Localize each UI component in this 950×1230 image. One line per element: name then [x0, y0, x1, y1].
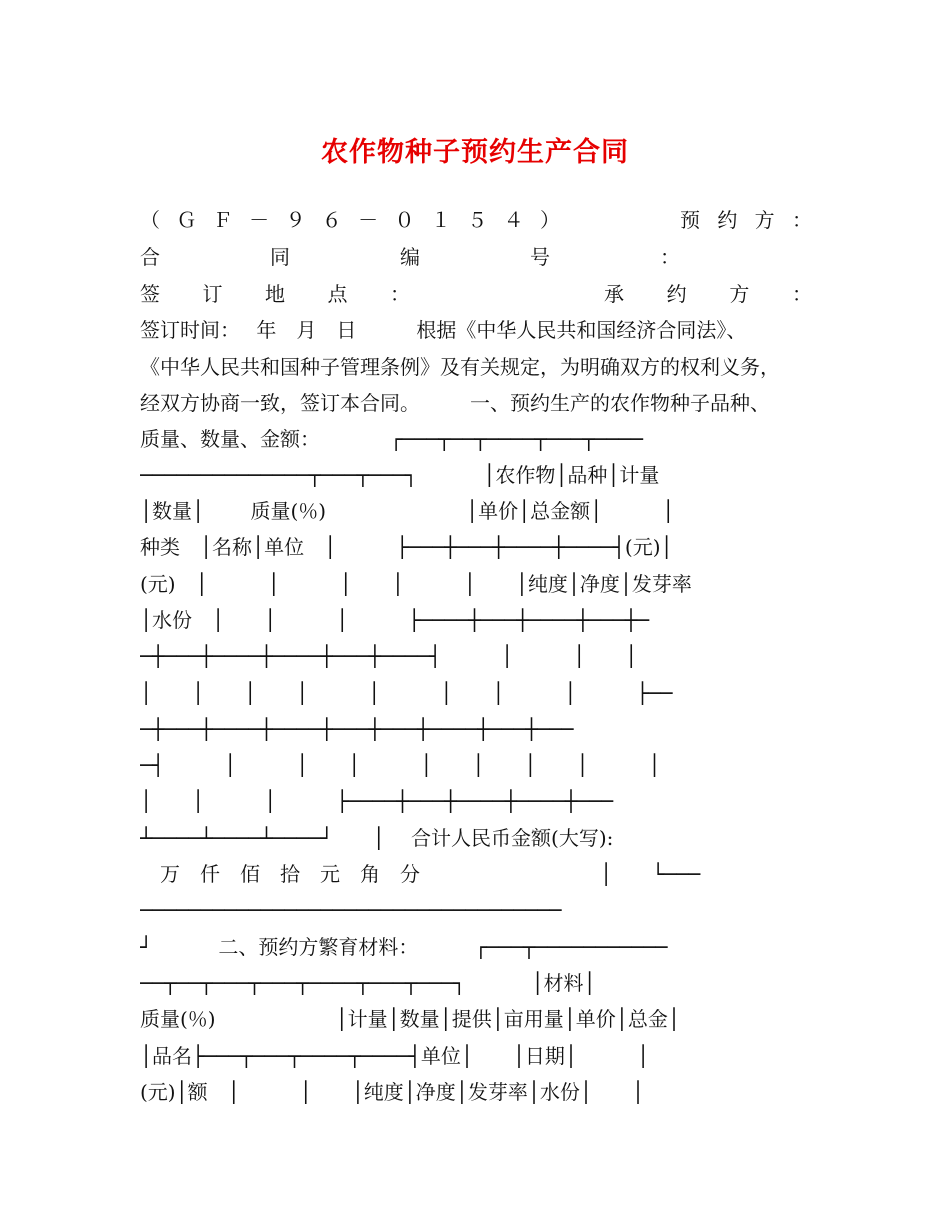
table-line: 种类 │名称│单位 │ ├───┼───┼────┼────┤(元)│ — [140, 535, 673, 559]
contractor-label: 承 约 方 ： — [604, 282, 812, 306]
table-line: │品名├───┬───┬────┬────┤单位│ │日期│ │ — [140, 1044, 649, 1068]
ordering-party-label: 预 约 方 ： — [680, 208, 812, 232]
text-line: 经双方协商一致，签订本合同。 一、预约生产的农作物种子品种、 — [140, 391, 770, 415]
table-line: │ │ │ ├────┼───┼────┼────┼─── — [140, 789, 614, 813]
table-line: │数量│ 质量(％) │单价│总金额│ │ — [140, 499, 675, 523]
amount-units-line: 万 仟 佰 拾 元 角 分 │ └─── — [140, 862, 701, 886]
table-line: (元) │ │ │ │ │ │纯度│净度│发芽率 — [140, 572, 692, 596]
text-line: 《中华人民共和国种子管理条例》及有关规定，为明确双方的权利义务， — [140, 355, 780, 379]
table-line: ──────────────┬───┬───┐ │农作物│品种│计量 — [140, 463, 660, 487]
signing-place-line: 签 订 地 点 ： 承 约 方 ： — [140, 282, 812, 306]
total-amount-line: ┴────┴────┴────┘ │ 合计人民币金额(大写): — [140, 826, 614, 850]
table-line: ─────────────────────────────────── — [140, 898, 562, 922]
table-line: 质量(％) │计量│数量│提供│亩用量│单价│总金│ — [140, 1007, 680, 1031]
document-title: 农作物种子预约生产合同 — [321, 137, 629, 168]
contract-code: （ Ｇ Ｆ － ９ ６ － ０ １ ５ ４ ） — [140, 208, 560, 232]
table-line: ──┬──┬───┬───┬────┬───┬───┐ │材料│ — [140, 971, 596, 995]
table-line: │水份 │ │ │ ├────┼───┼────┼───┼─ — [140, 608, 649, 632]
contract-number-line: 合 同 编 号 ： — [140, 245, 680, 269]
table-line: (元)│额 │ │ │纯度│净度│发芽率│水份│ │ — [140, 1080, 644, 1104]
section-two-heading: ┘ 二、预约方繁育材料： ┌───┬─────────── — [140, 935, 668, 959]
table-line: ─┼───┼────┼────┼───┼────┤ │ │ │ — [140, 644, 638, 668]
table-line: ─┤ │ │ │ │ │ │ │ │ — [140, 753, 661, 777]
signing-time-line: 签订时间： 年 月 日 根据《中华人民共和国经济合同法》、 — [140, 318, 747, 342]
table-line: ─┼───┼────┼────┼───┼───┼────┼───┼─── — [140, 717, 574, 741]
table-line: 质量、数量、金额： ┌───┬──┬────┬───┬──── — [140, 427, 643, 451]
table-line: │ │ │ │ │ │ │ │ ├── — [140, 681, 673, 705]
